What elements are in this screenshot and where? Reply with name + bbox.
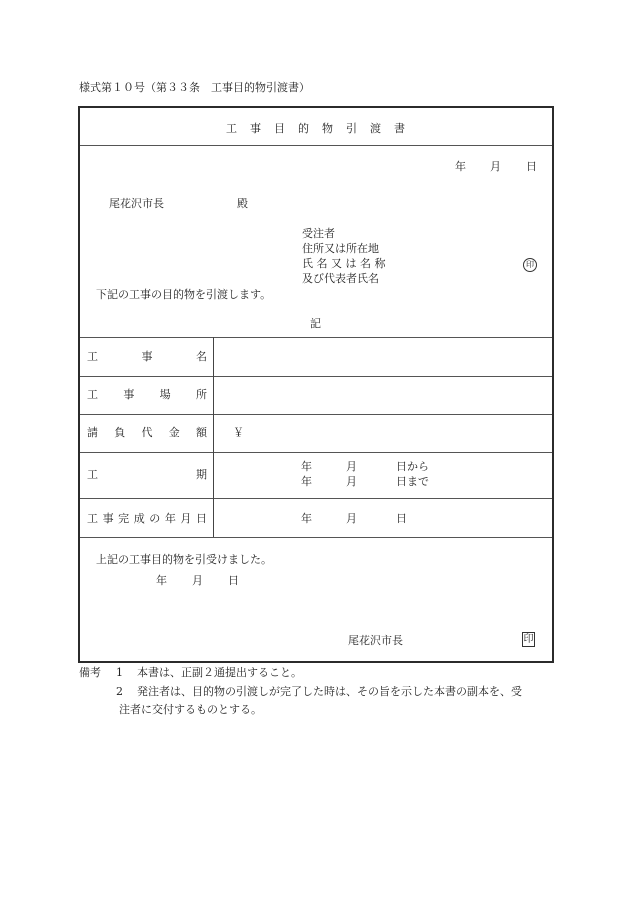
completion-month: 月 xyxy=(346,512,357,525)
row-divider xyxy=(80,537,552,538)
label-char: 期 xyxy=(196,468,207,481)
handover-statement: 下記の工事の目的物を引渡します。 xyxy=(96,288,272,301)
label-char: 負 xyxy=(114,426,126,439)
table-row-label-contract-amount xyxy=(87,426,207,439)
receipt-statement: 上記の工事目的物を引受けました。 xyxy=(96,553,272,566)
note-1-text: 本書は、正副２通提出すること。 xyxy=(137,666,302,679)
receipt-year: 年 xyxy=(156,574,167,587)
label-char: 場 xyxy=(159,388,171,401)
title-divider xyxy=(80,145,552,146)
contractor-address-label: 住所又は所在地 xyxy=(302,242,379,255)
label-char: 代 xyxy=(141,426,153,439)
seal-box-icon: 印 xyxy=(523,634,534,645)
receipt-signer: 尾花沢市長 xyxy=(348,634,403,647)
label-char: 成 xyxy=(133,512,145,525)
label-char: 事 xyxy=(102,512,114,525)
row-divider xyxy=(80,376,552,377)
period-from-day: 日から xyxy=(396,460,429,473)
column-divider xyxy=(213,337,214,537)
contract-amount-value[interactable]: ￥ xyxy=(233,426,244,439)
contractor-label: 受注者 xyxy=(302,227,335,240)
row-divider xyxy=(80,337,552,338)
contractor-rep-label: 及び代表者氏名 xyxy=(302,272,379,285)
form-number: 様式第１０号（第３３条 工事目的物引渡書） xyxy=(79,81,310,94)
notes-label: 備考 xyxy=(79,666,101,679)
note-2-text-continued: 注者に交付するものとする。 xyxy=(119,703,262,716)
addressee-honorific: 殿 xyxy=(237,197,248,210)
contractor-seal-mark xyxy=(523,257,537,272)
table-row-label-construction-period xyxy=(87,468,207,481)
contractor-name-label: 氏 名 又 は 名 称 xyxy=(302,257,386,270)
period-from-year: 年 xyxy=(301,460,312,473)
period-to-day: 日まで xyxy=(396,475,429,488)
label-char: 金 xyxy=(168,426,180,439)
table-row-label-construction-name xyxy=(87,350,207,363)
receipt-seal-mark xyxy=(522,632,535,647)
label-char: 日 xyxy=(195,512,207,525)
header-month: 月 xyxy=(490,160,501,173)
label-char: 所 xyxy=(195,388,207,401)
label-char: の xyxy=(149,512,161,525)
receipt-month: 月 xyxy=(192,574,203,587)
note-1-number: 1 xyxy=(116,666,123,679)
row-divider xyxy=(80,414,552,415)
table-row-label-construction-site xyxy=(87,388,207,401)
label-char: 工 xyxy=(87,512,98,525)
note-2-number: 2 xyxy=(116,685,123,698)
period-from-month: 月 xyxy=(346,460,357,473)
note-2-text: 発注者は、目的物の引渡しが完了した時は、その旨を示した本書の副本を、受 xyxy=(137,685,522,698)
form-frame xyxy=(78,106,554,663)
seal-icon: 印 xyxy=(523,258,537,272)
label-char: 工 xyxy=(87,388,98,401)
completion-year: 年 xyxy=(301,512,312,525)
table-row-label-completion-date xyxy=(87,512,207,525)
receipt-day: 日 xyxy=(228,574,239,587)
ki-label: 記 xyxy=(310,317,321,330)
label-char: 請 xyxy=(87,426,98,439)
label-char: 月 xyxy=(180,512,192,525)
period-to-month: 月 xyxy=(346,475,357,488)
label-char: 事 xyxy=(123,388,135,401)
label-char: 名 xyxy=(196,350,207,363)
row-divider xyxy=(80,498,552,499)
label-char: 工 xyxy=(87,468,98,481)
completion-day: 日 xyxy=(396,512,407,525)
label-char: 年 xyxy=(164,512,176,525)
row-divider xyxy=(80,452,552,453)
addressee-name: 尾花沢市長 xyxy=(109,197,164,210)
header-day: 日 xyxy=(526,160,537,173)
period-to-year: 年 xyxy=(301,475,312,488)
label-char: 完 xyxy=(118,512,130,525)
header-year: 年 xyxy=(455,160,466,173)
label-char: 工 xyxy=(87,350,98,363)
label-char: 額 xyxy=(196,426,207,439)
form-title: 工 事 目 的 物 引 渡 書 xyxy=(226,122,406,135)
label-char: 事 xyxy=(141,350,153,363)
